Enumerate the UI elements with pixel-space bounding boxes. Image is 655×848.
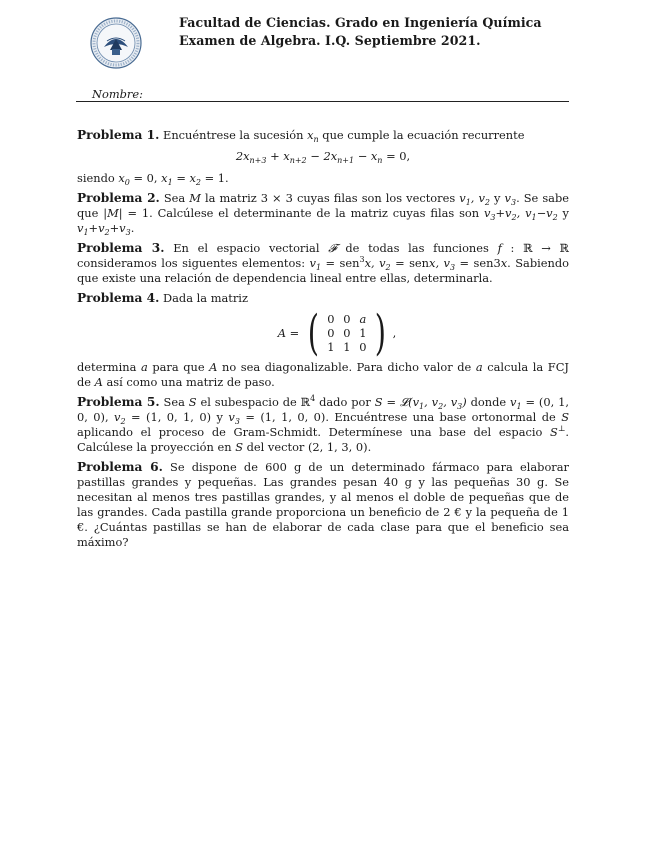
problem-4: Problema 4. Dada la matriz [77,291,248,305]
problem-1: Problema 1. Encuéntrese la sucesión $x_n$ que cumple la ecuación recurrente [77,128,525,144]
university-seal-logo [90,17,142,69]
problem-5-title: Problema 5. [77,395,160,409]
problem-4-title: Problema 4. [77,291,160,305]
header-exam-line: Examen de Algebra. I.Q. Septiembre 2021. [179,33,481,48]
problem-6-title: Problema 6. [77,460,163,474]
recurrence-equation: $2x_{n+3} + x_{n+2} - 2x_{n+1} - x_n = 0$, [235,149,411,165]
problems-body [77,128,569,550]
header-faculty-line: Facultad de Ciencias. Grado en Ingeniería Química [179,15,542,30]
problem-6: Problema 6. Se dispone de 600 g de un determinado fármaco para elaborar pastillas grandes y pequeñas. Las grandes pesan 40 g y las pequeñas 30 g. Se necesitan al menos tres pastillas grandes, y al menos el doble de pequeñas que de las grandes. Cada pastilla grande proporciona un beneficio de 2 € y la pequeña de 1 €. ¿Cuántas pastillas se han de elaborar de cada clase para que el beneficio sea máximo? [77,460,569,549]
problem-2: Problema 2. Sea M la matriz 3 × 3 cuyas filas son los vectores $v_1$, $v_2$ y $v_3$. Se sabe que |M| = 1. Calcúlese el determinante de la matriz cuyas filas son $v_3+v_2$, $v_1-v_2$ y $v_1+v_2+v_3$. [77,191,569,237]
name-label: Nombre: [92,87,143,101]
matrix-a-entries: 0 0 a 0 0 1 1 1 0 [327,312,367,354]
problem-3: Problema 3. En el espacio vectorial 𝓕 de todas las funciones f : ℝ → ℝ consideramos los siguentes elementos: $v_1 = sen^3x$, $v_2$ = senx, $v_3 = sen3x$. Sabiendo que existe una relación de dependencia lineal entre ellas, determinarla. [77,241,569,285]
name-underline [76,101,569,102]
problem-5: Problema 5. Sea S el subespacio de ℝ$^4$ dado por $S = 𝓛(v_1$, $v_2$, $v_3$) donde $v_1 = (0$, 1, 0, 0), $v_2 = (1$, 0, 1, 0) y $v_3 = (1$, 1, 0, 0). Encuéntrese una base ortonormal de S aplicando el proceso de Gram-Schmidt. Determínese una base del espacio S⊥. Calcúlese la proyección en S del vector (2, 1, 3, 0). [77,394,570,454]
problem-2-title: Problema 2. [77,191,160,205]
problem-1-initial-conditions: siendo $x_0 = 0$, $x_1 = x_2 = 1$. [77,171,229,187]
problem-4-question: determina a para que A no sea diagonalizable. Para dicho valor de a calcula la FCJ de A así como una matriz de paso. [77,360,569,389]
problem-1-title: Problema 1. [77,128,160,142]
matrix-a: A = ( 0 0 a 0 0 1 1 1 0 ) , [277,305,397,361]
problem-3-title: Problema 3. [77,241,165,255]
